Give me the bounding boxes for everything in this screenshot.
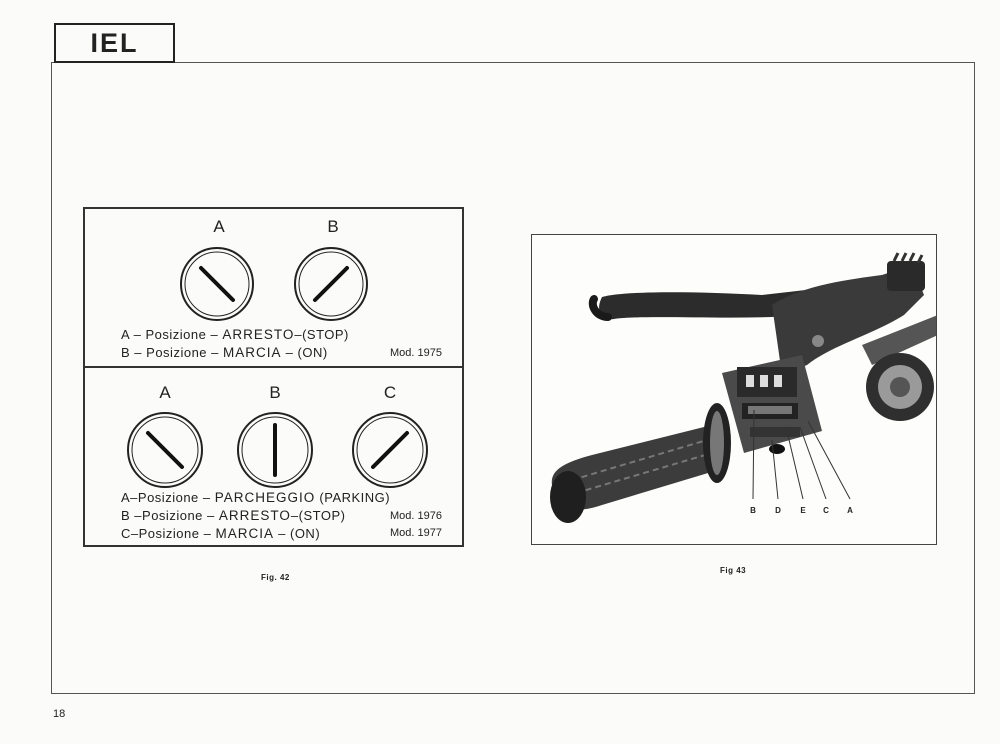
caption-paren: (STOP)	[302, 327, 349, 342]
caption-sep: –	[285, 345, 294, 360]
caption-paren: (PARKING)	[319, 490, 391, 505]
caption-dash: –	[130, 490, 138, 505]
dial-letter-b-bottom: B	[269, 383, 281, 402]
caption-sep: –	[202, 490, 211, 505]
callout-c: C	[823, 506, 829, 515]
caption-sep: –	[207, 508, 215, 523]
callout-a: A	[847, 506, 853, 515]
caption-posizione: Posizione	[146, 345, 208, 360]
figure-42-switch-diagram	[83, 207, 464, 547]
caption-dash: –	[133, 327, 142, 342]
figure-43-handlebar-photo	[531, 234, 937, 545]
caption-paren: (ON)	[289, 526, 321, 541]
caption-dash: –	[134, 345, 143, 360]
section-title	[54, 23, 175, 63]
caption-top-b	[121, 345, 328, 360]
caption-word: MARCIA	[215, 526, 274, 541]
caption-bottom-b	[121, 508, 345, 523]
caption-word: MARCIA	[223, 345, 282, 360]
figure-43-label: Fig 43	[720, 566, 747, 575]
caption-word: ARRESTO	[218, 508, 291, 523]
caption-posizione: Posizione	[145, 327, 207, 342]
section-divider	[85, 366, 462, 368]
caption-sep: –	[210, 327, 219, 342]
caption-bottom-c	[121, 526, 320, 541]
caption-word: PARCHEGGIO	[214, 490, 316, 505]
caption-paren: (STOP)	[298, 508, 346, 523]
switch-dial-stop-icon	[179, 246, 255, 322]
caption-sep: –	[294, 327, 303, 342]
caption-letter: A	[121, 327, 130, 342]
model-year-1976: Mod. 1976	[390, 510, 442, 522]
page-number: 18	[53, 708, 66, 720]
dial-letter-b-top: B	[327, 217, 339, 236]
caption-letter: C	[121, 526, 131, 541]
caption-posizione: Posizione	[137, 490, 199, 505]
model-year-1977: Mod. 1977	[390, 527, 442, 539]
dial-letter-a-top: A	[213, 217, 225, 236]
caption-bottom-a	[121, 490, 390, 505]
dial-letter-c-bottom: C	[383, 383, 397, 402]
caption-letter: B	[121, 508, 131, 523]
caption-top-a	[121, 327, 349, 342]
callout-b: B	[750, 506, 756, 515]
switch-dial-parking-icon	[126, 411, 204, 489]
caption-word: ARRESTO	[222, 327, 295, 342]
model-year-1975: Mod. 1975	[390, 347, 442, 359]
section-title-text: IEL	[90, 27, 139, 58]
caption-dash: –	[134, 508, 143, 523]
callout-d: D	[775, 506, 781, 515]
caption-letter: A	[121, 490, 131, 505]
callout-e: E	[800, 506, 806, 515]
switch-dial-on-icon	[293, 246, 369, 322]
caption-letter: B	[121, 345, 131, 360]
caption-sep: –	[203, 526, 212, 541]
switch-dial-on-icon	[351, 411, 429, 489]
caption-paren: (ON)	[297, 345, 328, 360]
caption-dash: –	[130, 526, 139, 541]
caption-sep: –	[278, 526, 286, 541]
caption-sep: –	[211, 345, 219, 360]
caption-posizione: Posizione	[138, 526, 200, 541]
handlebar-switch-photo-image	[532, 235, 937, 545]
caption-posizione: Posizione	[142, 508, 203, 523]
figure-42-label: Fig. 42	[261, 573, 290, 582]
caption-sep: –	[290, 508, 299, 523]
dial-letter-a-bottom: A	[159, 383, 171, 402]
switch-dial-stop-icon	[236, 411, 314, 489]
